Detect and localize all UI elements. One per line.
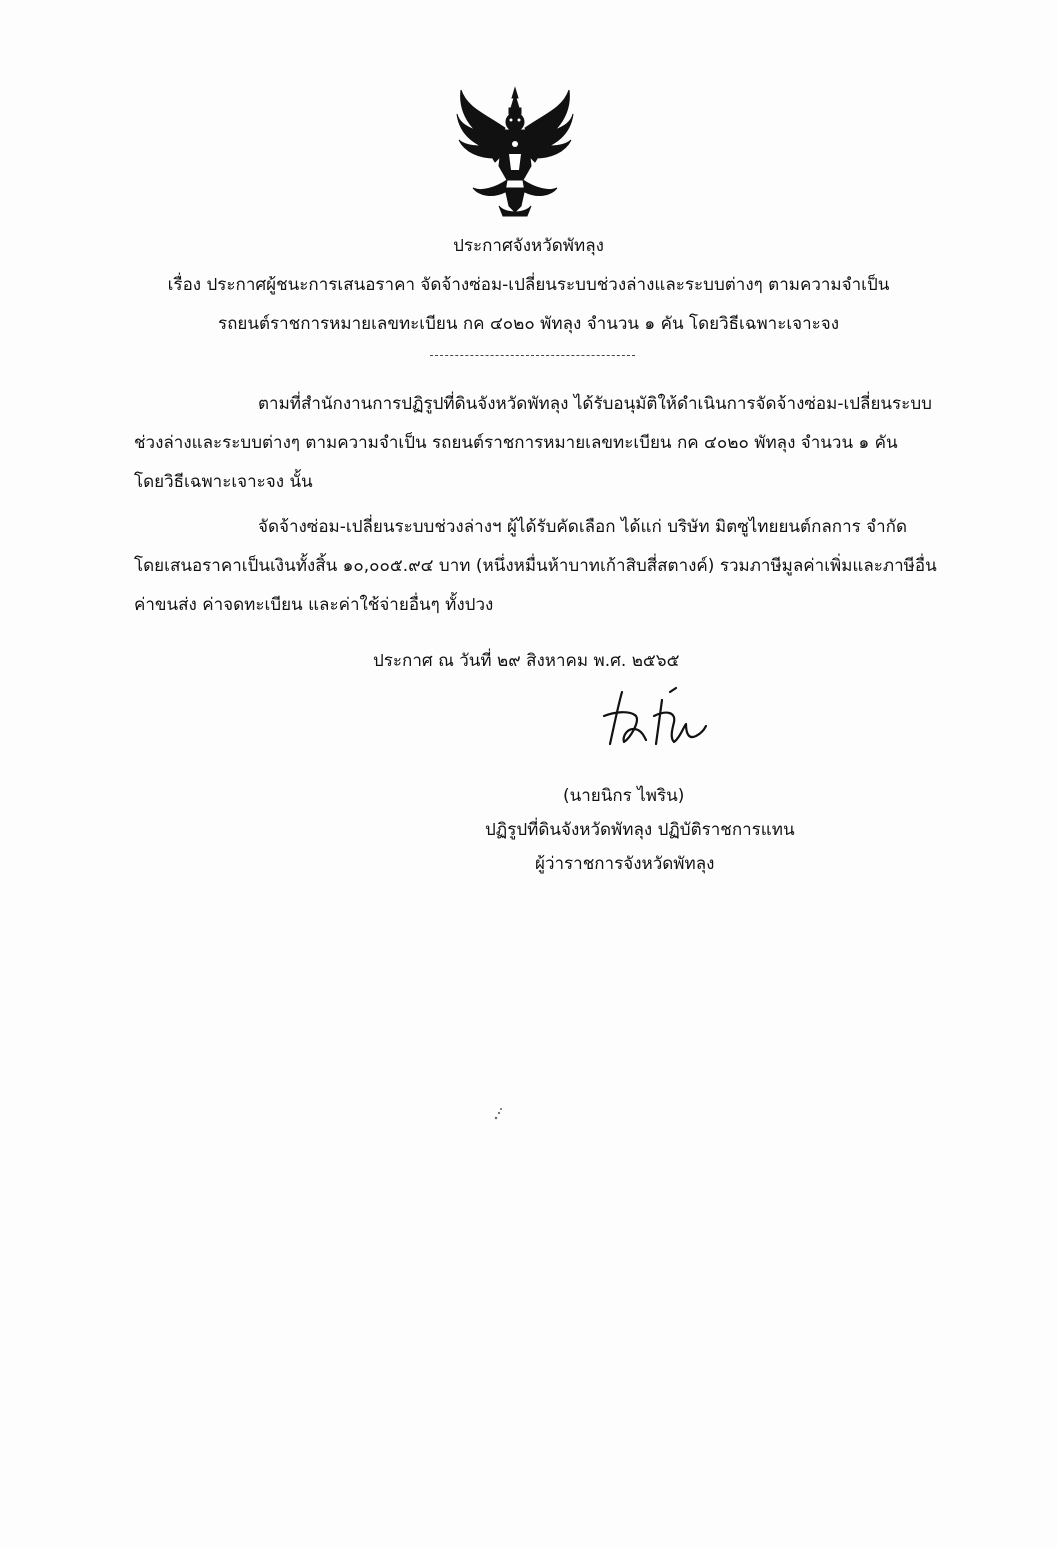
announcement-dateline: ประกาศ ณ วันที่ ๒๙ สิงหาคม พ.ศ. ๒๕๖๕ [373, 651, 680, 671]
signatory-position-1: ปฏิรูปที่ดินจังหวัดพัทลุง ปฏิบัติราชการแทน [485, 820, 795, 840]
paragraph-1-line-1: ตามที่สำนักงานการปฏิรูปที่ดินจังหวัดพัทลุง ได้รับอนุมัติให้ดำเนินการจัดจ้างซ่อม-เปลี่ยนระบบ [258, 394, 932, 414]
announcement-subject-line-1: เรื่อง ประกาศผู้ชนะการเสนอราคา จัดจ้างซ่อม-เปลี่ยนระบบช่วงล่างและระบบต่างๆ ตามความจำเป็น [167, 275, 890, 295]
announcement-subject-line-2: รถยนต์ราชการหมายเลขทะเบียน กค ๔๐๒๐ พัทลุง จำนวน ๑ คัน โดยวิธีเฉพาะเจาะจง [217, 314, 840, 334]
signatory-position-2: ผู้ว่าราชการจังหวัดพัทลุง [535, 854, 715, 874]
paragraph-2-line-2: โดยเสนอราคาเป็นเงินทั้งสิ้น ๑๐,๐๐๕.๙๔ บาท (หนึ่งหมื่นห้าบาทเก้าสิบสี่สตางค์) รวมภาษีมูลค่าเพิ่มและภาษีอื่น [134, 556, 937, 576]
paragraph-2-line-1: จัดจ้างซ่อม-เปลี่ยนระบบช่วงล่างฯ ผู้ได้รับคัดเลือก ได้แก่ บริษัท มิตซูไทยยนต์กลการ จำกัด [258, 517, 907, 537]
garuda-emblem-icon [455, 84, 575, 224]
signatory-name: (นายนิกร ไพริน) [563, 786, 685, 806]
header-separator [430, 355, 635, 356]
paragraph-1-line-3: โดยวิธีเฉพาะเจาะจง นั้น [134, 472, 313, 492]
paragraph-1-line-2: ช่วงล่างและระบบต่างๆ ตามความจำเป็น รถยนต์ราชการหมายเลขทะเบียน กค ๔๐๒๐ พัทลุง จำนวน ๑ คัน [134, 433, 898, 453]
paragraph-2-line-3: ค่าขนส่ง ค่าจดทะเบียน และค่าใช้จ่ายอื่นๆ ทั้งปวง [134, 595, 494, 615]
scan-speck-mark [493, 1107, 505, 1121]
announcement-issuer: ประกาศจังหวัดพัทลุง [453, 236, 604, 256]
handwritten-signature [600, 686, 710, 750]
